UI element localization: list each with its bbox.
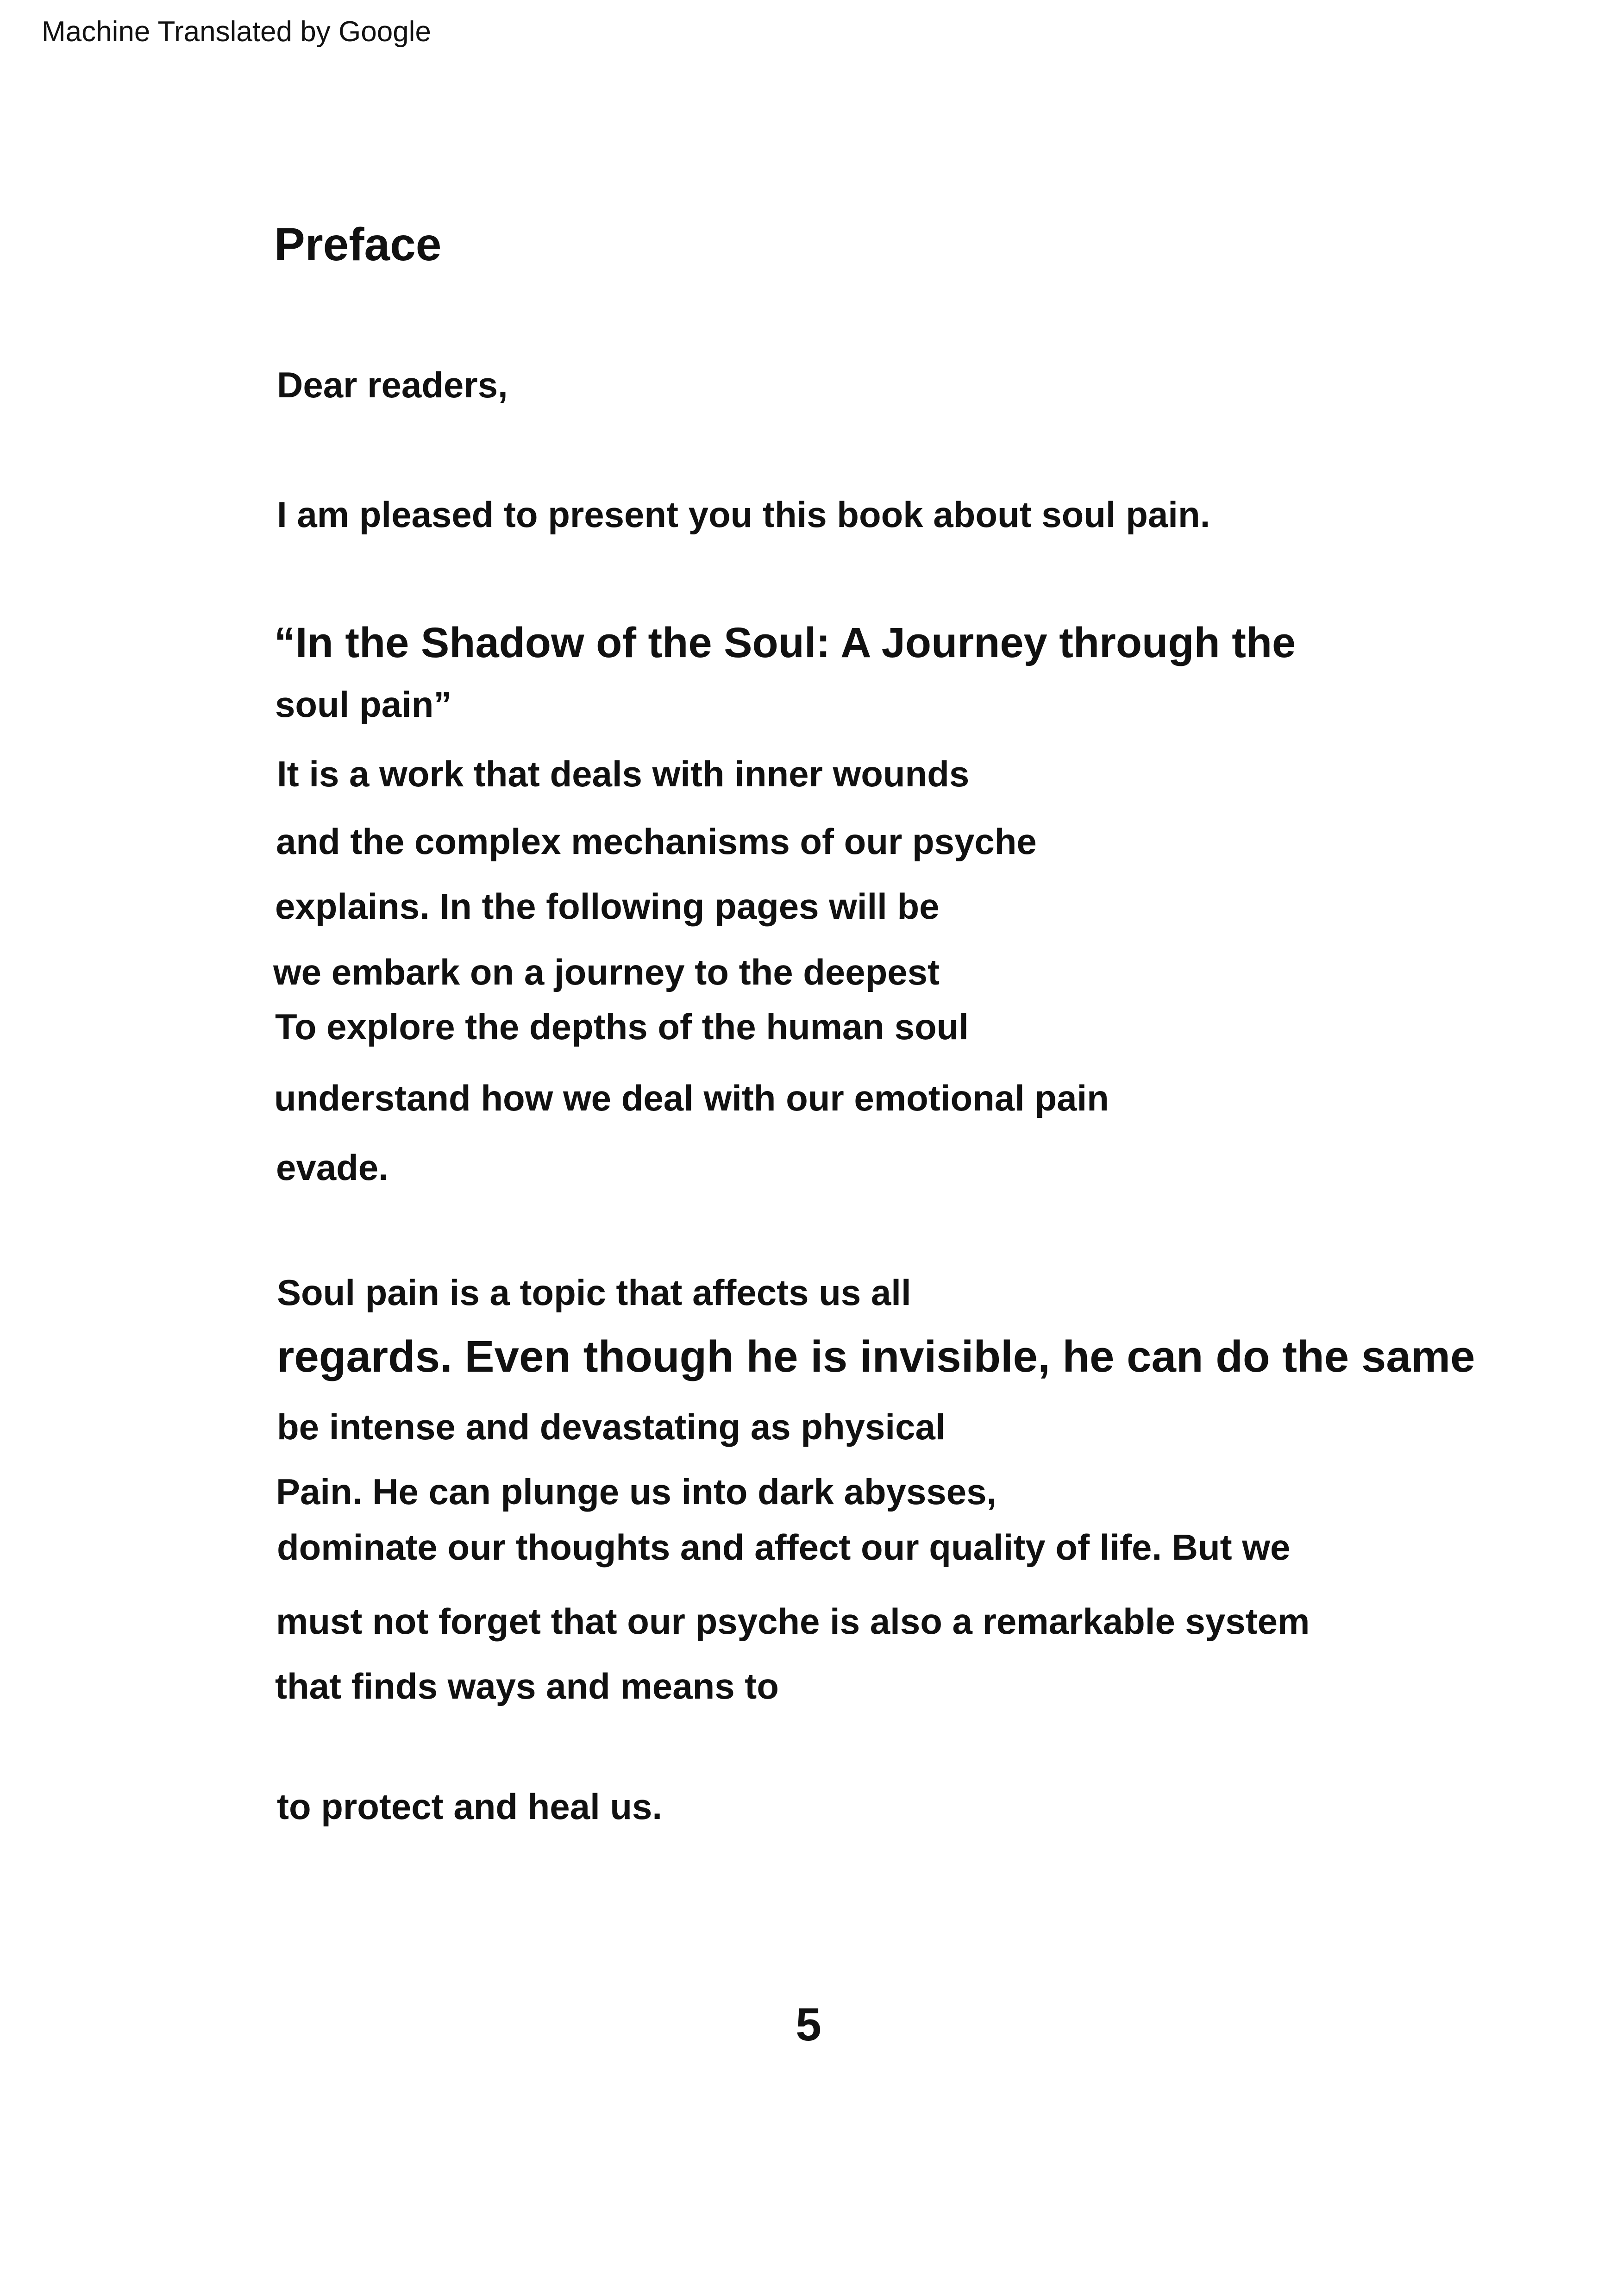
text-line: we embark on a journey to the deepest <box>273 952 940 992</box>
page-title: Preface <box>274 219 442 270</box>
text-line: Pain. He can plunge us into dark abysses, <box>276 1471 997 1512</box>
text-line: dominate our thoughts and affect our quality of life. But we <box>277 1527 1291 1568</box>
text-line: be intense and devastating as physical <box>277 1406 946 1447</box>
book-title-line: “In the Shadow of the Soul: A Journey through the <box>274 619 1296 666</box>
text-line: that finds ways and means to <box>275 1666 779 1706</box>
machine-translation-banner: Machine Translated by Google <box>42 16 431 48</box>
text-line: and the complex mechanisms of our psyche <box>276 821 1037 862</box>
text-line: understand how we deal with our emotional pain <box>274 1078 1109 1118</box>
salutation: Dear readers, <box>277 364 508 405</box>
text-line: regards. Even though he is invisible, he can do the same <box>277 1332 1475 1381</box>
text-line: To explore the depths of the human soul <box>275 1006 969 1047</box>
text-line: It is a work that deals with inner wounds <box>277 753 970 794</box>
book-title-line: soul pain” <box>275 684 452 725</box>
text-line: must not forget that our psyche is also a remarkable system <box>276 1601 1310 1642</box>
page-number: 5 <box>796 1999 821 2051</box>
text-line: explains. In the following pages will be <box>275 886 940 927</box>
text-line: evade. <box>276 1147 389 1188</box>
text-line: to protect and heal us. <box>277 1786 663 1827</box>
text-line: Soul pain is a topic that affects us all <box>277 1272 911 1313</box>
text-line: I am pleased to present you this book about soul pain. <box>277 494 1210 535</box>
